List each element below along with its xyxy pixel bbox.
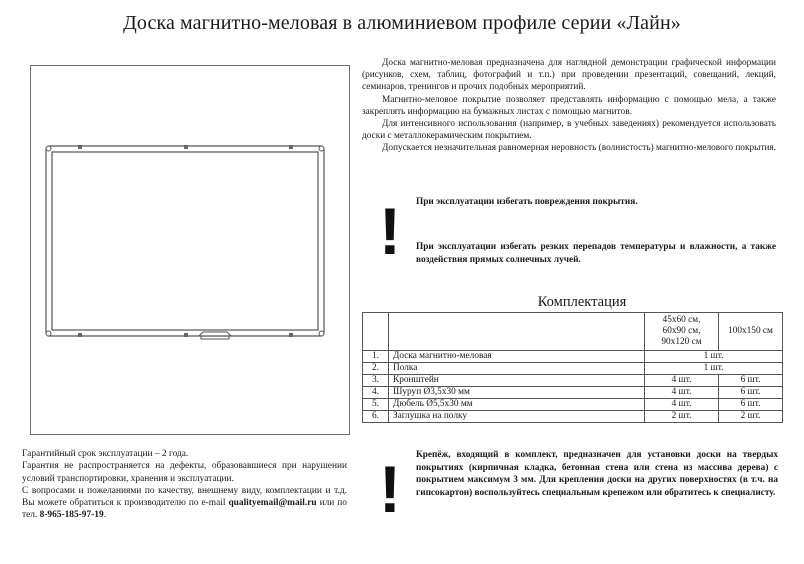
warning-mounting: Крепёж, входящий в комплект, предназначен для установки доски на твердых покрытиях (кирпичная кладка, бетонная стена или стена из массива дерева) с покрытием максимум 3 мм. Для крепления доски на других поверхностях (в т.ч. на гипсокартон) воспользуйтесь специальным крепежом или обратитесь к специалисту. [416, 450, 778, 498]
page-title: Доска магнитно-меловая в алюминиевом профиле серии «Лайн» [123, 12, 681, 34]
table-row [363, 399, 783, 411]
contact-phone: 8-965-185-97-19 [39, 510, 104, 521]
row-item: Доска магнитно-меловая [389, 351, 645, 363]
table-row [363, 411, 783, 423]
table-row [363, 387, 783, 399]
warranty-block [22, 448, 347, 522]
whiteboard-illustration [31, 66, 351, 436]
description [362, 57, 776, 155]
contact-intro: С вопросами и пожеланиями по качеству, внешнему виду, комплектации и т.д. Вы можете обратиться к производителю по e-mail [22, 485, 347, 509]
header-empty-cell [389, 313, 645, 351]
description-paragraph: Для интенсивного использования (например, в учебных заведениях) рекомендуется использовать доски с металлокерамическим покрытием. [362, 119, 776, 142]
size-label: 60x90 см, [662, 326, 701, 336]
warning-temperature: При эксплуатации избегать резких перепадов температуры и влажности, а также воздействия прямых солнечных лучей. [416, 242, 776, 265]
warranty-exclusions: Гарантия не распространяется на дефекты, образовавшиеся при нарушении условий транспортировки, хранения и эксплуатации. [22, 461, 347, 484]
warranty-contact [22, 485, 347, 522]
size-label: 90x120 см [661, 337, 702, 347]
row-qty-b: 6 шт. [719, 375, 783, 387]
table-row [363, 351, 783, 363]
exclamation-icon: ! [379, 452, 401, 526]
size-label: 45x60 см, [662, 315, 701, 325]
kit-table [362, 312, 783, 423]
row-qty-a: 4 шт. [645, 399, 719, 411]
table-row [363, 375, 783, 387]
row-number: 2. [363, 363, 389, 375]
row-number: 1. [363, 351, 389, 363]
row-qty-b: 6 шт. [719, 399, 783, 411]
size-col-a-header [645, 313, 719, 351]
row-number: 4. [363, 387, 389, 399]
row-number: 3. [363, 375, 389, 387]
product-image-frame [30, 65, 350, 435]
header-empty-cell [363, 313, 389, 351]
row-qty-b: 2 шт. [719, 411, 783, 423]
description-paragraph: Допускается незначительная равномерная неровность (волнистость) магнитно-мелового покрытия. [382, 143, 777, 154]
kit-table-header [363, 313, 783, 351]
contact-email[interactable]: qualityemail@mail.ru [228, 498, 317, 509]
warranty-period: Гарантийный срок эксплуатации – 2 года. [22, 449, 189, 459]
row-qty: 1 шт. [645, 363, 783, 375]
row-item: Заглушка на полку [389, 411, 645, 423]
row-qty-a: 4 шт. [645, 387, 719, 399]
row-qty-b: 6 шт. [719, 387, 783, 399]
row-number: 6. [363, 411, 389, 423]
phone-intro: или по тел. [22, 498, 347, 521]
row-number: 5. [363, 399, 389, 411]
warning-coating: При эксплуатации избегать повреждения покрытия. [416, 197, 638, 207]
exclamation-icon: ! [379, 194, 401, 268]
kit-title: Комплектация [537, 294, 627, 310]
description-paragraph: Магнитно-меловое покрытие позволяет представлять информацию с помощью мела, а также закреплять информацию на бумажных листах с помощью магнитов. [362, 94, 776, 117]
description-paragraph: Доска магнитно-меловая предназначена для наглядной демонстрации графической информации (рисунков, схем, таблиц, фотографий и т.п.) при проведении презентаций, совещаний, лекций, семинаров, тренингов и прочих подобных мероприятий. [362, 58, 776, 93]
row-qty-a: 2 шт. [645, 411, 719, 423]
row-item: Дюбель Ø5,5x30 мм [389, 399, 645, 411]
size-col-b-header: 100x150 см [719, 313, 783, 351]
row-qty: 1 шт. [645, 351, 783, 363]
table-row [363, 363, 783, 375]
contact-end: . [103, 510, 107, 521]
row-item: Кронштейн [389, 375, 645, 387]
row-item: Шуруп Ø3,5x30 мм [389, 387, 645, 399]
row-qty-a: 4 шт. [645, 375, 719, 387]
row-item: Полка [389, 363, 645, 375]
